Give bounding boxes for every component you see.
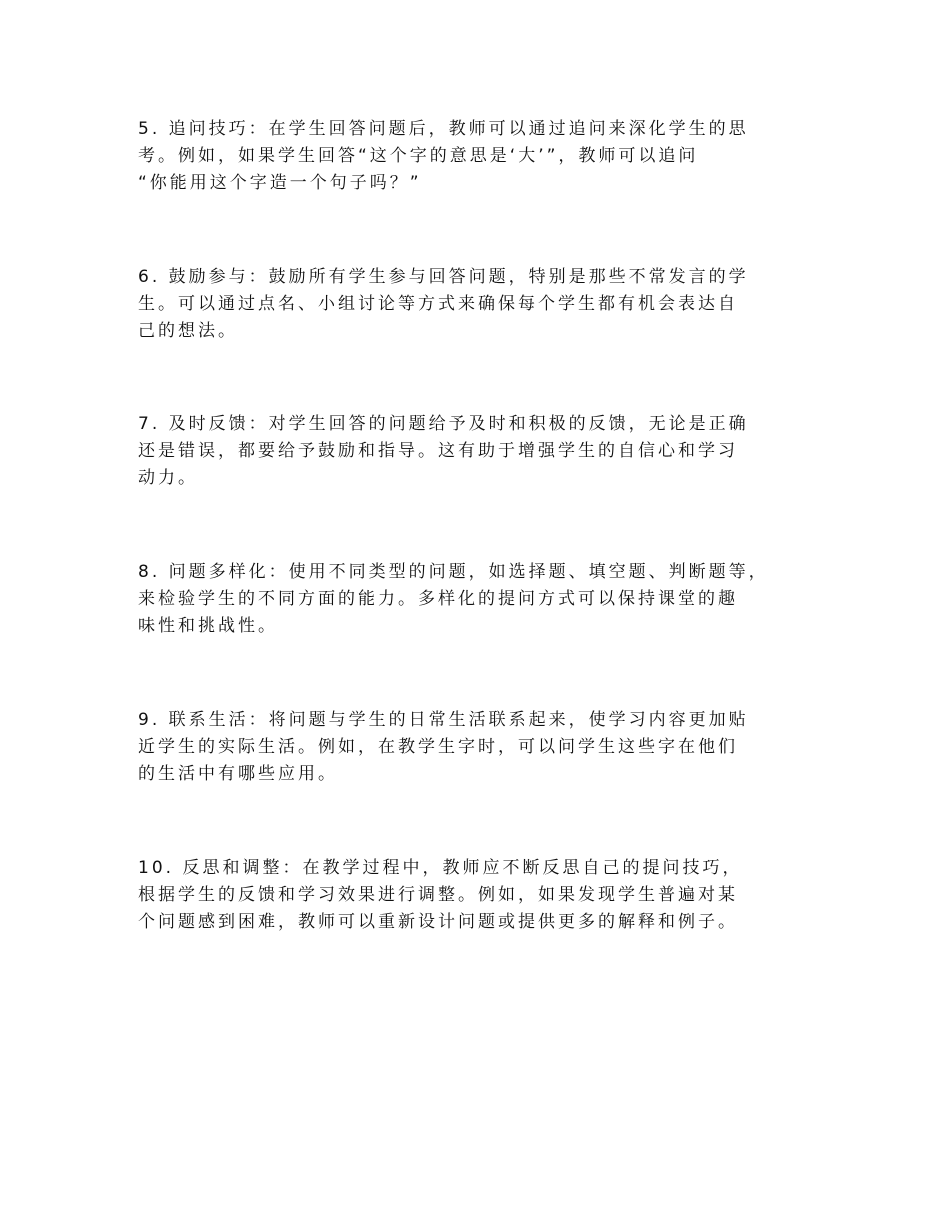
text-line: 生。可以通过点名、小组讨论等方式来确保每个学生都有机会表达自 — [138, 294, 738, 314]
text-line: 根据学生的反馈和学习效果进行调整。例如，如果发现学生普遍对某 — [138, 885, 738, 905]
list-item-8 — [138, 559, 818, 640]
list-item-5 — [138, 116, 818, 197]
text-line: 5. 追问技巧：在学生回答问题后，教师可以通过追问来深化学生的思 — [138, 119, 749, 139]
list-item-9 — [138, 707, 818, 788]
text-line: 的生活中有哪些应用。 — [138, 764, 338, 784]
text-line: 动力。 — [138, 468, 198, 488]
list-item-6 — [138, 264, 818, 345]
text-line: 来检验学生的不同方面的能力。多样化的提问方式可以保持课堂的趣 — [138, 589, 738, 609]
text-line: 9. 联系生活：将问题与学生的日常生活联系起来，使学习内容更加贴 — [138, 710, 749, 730]
text-line: 近学生的实际生活。例如，在教学生字时，可以问学生这些字在他们 — [138, 737, 738, 757]
text-line: 10. 反思和调整：在教学过程中，教师应不断反思自己的提问技巧， — [138, 858, 743, 878]
list-item-7 — [138, 411, 818, 492]
text-line: 6. 鼓励参与：鼓励所有学生参与回答问题，特别是那些不常发言的学 — [138, 267, 749, 287]
text-line: 己的想法。 — [138, 321, 238, 341]
text-line: 8. 问题多样化：使用不同类型的问题，如选择题、填空题、判断题等， — [138, 562, 769, 582]
text-line: 还是错误，都要给予鼓励和指导。这有助于增强学生的自信心和学习 — [138, 441, 738, 461]
text-line: 味性和挑战性。 — [138, 616, 278, 636]
text-line: 个问题感到困难，教师可以重新设计问题或提供更多的解释和例子。 — [138, 912, 738, 932]
text-line: 考。例如，如果学生回答“这个字的意思是‘大’”，教师可以追问 — [138, 146, 699, 166]
text-line: “你能用这个字造一个句子吗？” — [138, 173, 422, 193]
text-line: 7. 及时反馈：对学生回答的问题给予及时和积极的反馈，无论是正确 — [138, 414, 749, 434]
list-item-10 — [138, 855, 818, 936]
